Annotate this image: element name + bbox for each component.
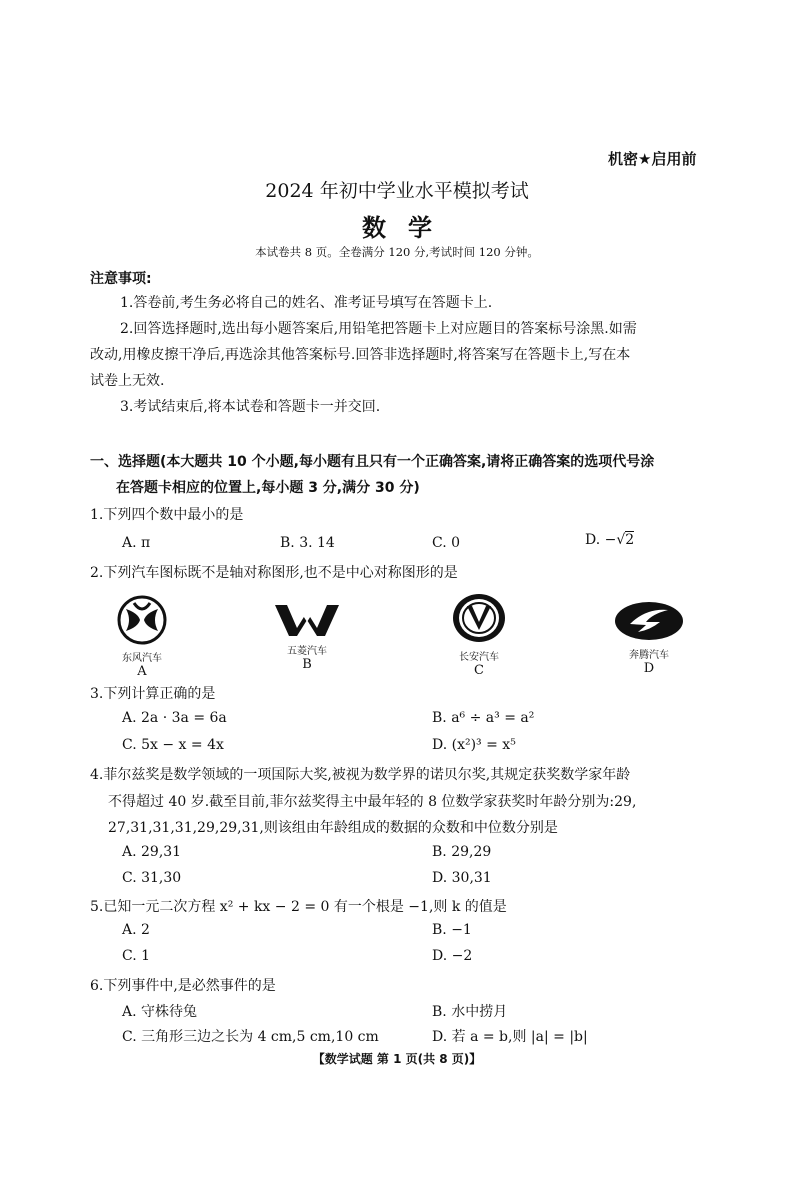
q5-option-b: B. −1 (432, 922, 472, 938)
q6-option-b: B. 水中捞月 (432, 1004, 508, 1020)
logo-caption-d: 奔腾汽车 (629, 650, 669, 661)
subject-title: 数学 (362, 213, 454, 242)
logo-option-d (612, 600, 686, 676)
q6-option-d: D. 若 a = b,则 |a| = |b| (432, 1029, 588, 1045)
dongfeng-logo-icon (112, 595, 172, 645)
q3-option-d: D. (x²)³ = x⁵ (432, 737, 516, 753)
q1-option-d-radicand: 2 (625, 532, 635, 548)
question-5-stem: 5.已知一元二次方程 x² + kx − 2 = 0 有一个根是 −1,则 k 的值是 (90, 899, 507, 915)
confidential-mark: 机密★启用前 (608, 150, 697, 168)
q5-option-a: A. 2 (122, 922, 150, 938)
logo-option-a (112, 595, 172, 679)
notice-item-2-line-1: 2.回答选择题时,选出每小题答案后,用铅笔把答题卡上对应题目的答案标号涂黑.如需 (120, 321, 637, 337)
q1-option-d-prefix: D. − (585, 532, 617, 548)
q3-option-a: A. 2a · 3a = 6a (122, 710, 227, 726)
notice-heading: 注意事项: (90, 271, 152, 287)
question-4-line-1: 4.菲尔兹奖是数学领域的一项国际大奖,被视为数学界的诺贝尔奖,其规定获奖数学家年龄 (90, 767, 631, 783)
logo-caption-b: 五菱汽车 (287, 646, 327, 657)
notice-item-1: 1.答卷前,考生务必将自己的姓名、准考证号填写在答题卡上. (120, 295, 493, 311)
question-3-stem: 3.下列计算正确的是 (90, 686, 216, 702)
exam-title: 2024 年初中学业水平模拟考试 (265, 180, 529, 202)
besturn-logo-icon (612, 600, 686, 642)
q1-option-c: C. 0 (432, 535, 461, 551)
notice-item-2-line-3: 试卷上无效. (90, 373, 165, 389)
q4-option-c: C. 31,30 (122, 870, 182, 886)
logo-option-b (272, 600, 342, 672)
section-heading-line-1: 一、选择题(本大题共 10 个小题,每小题有且只有一个正确答案,请将正确答案的选项代号涂 (90, 454, 655, 470)
question-4-line-2: 不得超过 40 岁.截至目前,菲尔兹奖得主中最年轻的 8 位数学家获奖时年龄分别为:29, (108, 794, 637, 810)
q3-option-c: C. 5x − x = 4x (122, 737, 224, 753)
q3-option-b: B. a⁶ ÷ a³ = a² (432, 710, 535, 726)
question-4-line-3: 27,31,31,31,29,29,31,则该组由年龄组成的数据的众数和中位数分别是 (108, 820, 558, 836)
notice-item-2-line-2: 改动,用橡皮擦干净后,再选涂其他答案标号.回答非选择题时,将答案写在答题卡上,写在本 (90, 347, 631, 363)
q1-option-a: A. π (122, 535, 151, 551)
exam-info: 本试卷共 8 页。全卷满分 120 分,考试时间 120 分钟。 (255, 245, 539, 259)
q4-option-d: D. 30,31 (432, 870, 492, 886)
question-2-stem: 2.下列汽车图标既不是轴对称图形,也不是中心对称图形的是 (90, 565, 458, 581)
q6-option-a: A. 守株待兔 (122, 1004, 198, 1020)
wuling-logo-icon (272, 600, 342, 638)
logo-letter-c: C (474, 663, 484, 678)
logo-letter-a: A (137, 664, 147, 679)
notice-item-3: 3.考试结束后,将本试卷和答题卡一并交回. (120, 399, 381, 415)
changan-logo-icon (448, 592, 510, 644)
q6-option-c: C. 三角形三边之长为 4 cm,5 cm,10 cm (122, 1029, 379, 1045)
q4-option-a: A. 29,31 (122, 844, 182, 860)
question-1-stem: 1.下列四个数中最小的是 (90, 507, 244, 523)
logo-caption-c: 长安汽车 (459, 652, 499, 663)
q1-option-d (585, 532, 634, 548)
q1-option-b: B. 3. 14 (280, 535, 335, 551)
q5-option-d: D. −2 (432, 948, 473, 964)
logo-letter-b: B (302, 657, 312, 672)
question-6-stem: 6.下列事件中,是必然事件的是 (90, 978, 276, 994)
logo-letter-d: D (643, 661, 655, 676)
sqrt-sign-icon: √ (616, 532, 626, 548)
page-footer: 【数学试题 第 1 页(共 8 页)】 (312, 1052, 482, 1066)
q5-option-c: C. 1 (122, 948, 151, 964)
logo-option-c (448, 592, 510, 678)
q4-option-b: B. 29,29 (432, 844, 492, 860)
section-heading-line-2: 在答题卡相应的位置上,每小题 3 分,满分 30 分) (116, 480, 420, 496)
logo-caption-a: 东风汽车 (122, 653, 162, 664)
